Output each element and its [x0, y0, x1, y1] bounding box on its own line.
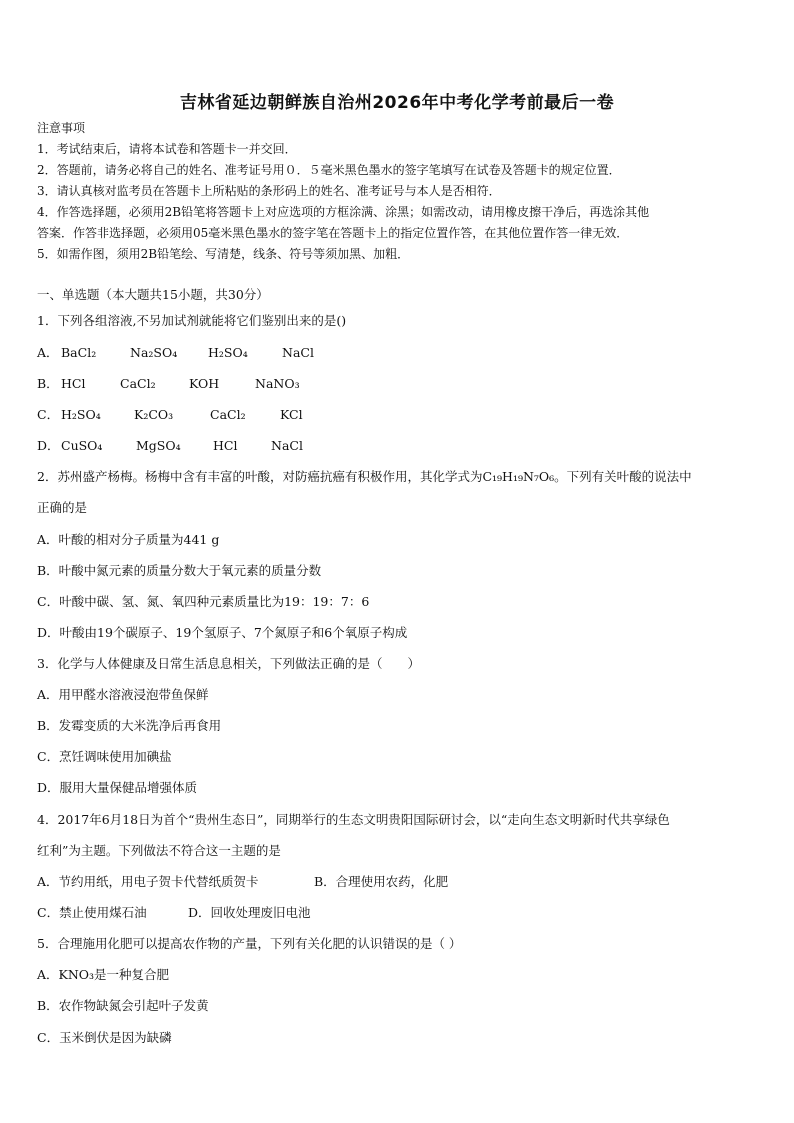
option-item: CaCl₂ [210, 407, 246, 422]
option-label: C． [37, 407, 60, 422]
question-2-stem-cont: 正确的是 [37, 500, 88, 515]
q3-option-a: A．用甲醛水溶液浸泡带鱼保鲜 [37, 687, 209, 702]
option-item: H₂SO₄ [61, 407, 101, 422]
q5-option-a: A．KNO₃是一种复合肥 [37, 967, 170, 982]
option-item: K₂CO₃ [134, 407, 174, 422]
notice-heading: 注意事项 [37, 121, 86, 135]
q1-option-d [37, 438, 303, 454]
option-item: Na₂SO₄ [130, 345, 178, 360]
notice-item: 3．请认真核对监考员在答题卡上所粘贴的条形码上的姓名、准考证号与本人是否相符． [37, 184, 501, 198]
notice-item: 答案．作答非选择题，必须用05毫米黑色墨水的签字笔在答题卡上的指定位置作答，在其他位置作答一律无效． [37, 226, 629, 240]
notice-item: 2．答题前，请务必将自己的姓名、准考证号用０．５毫米黑色墨水的签字笔填写在试卷及答题卡的规定位置． [37, 163, 621, 177]
q4-option-c: C．禁止使用煤石油 [37, 905, 147, 920]
option-item: CaCl₂ [120, 376, 156, 391]
option-item: HCl [61, 376, 86, 391]
q2-option-c: C．叶酸中碳、氢、氮、氧四种元素质量比为19：19：7：6 [37, 594, 370, 609]
question-5-stem: 5．合理施用化肥可以提高农作物的产量，下列有关化肥的认识错误的是（ ） [37, 936, 462, 951]
option-item: H₂SO₄ [208, 345, 248, 360]
option-item: MgSO₄ [136, 438, 181, 453]
notice-item: 5．如需作图，须用2B铅笔绘、写清楚，线条、符号等须加黑、加粗． [37, 247, 410, 261]
option-item: CuSO₄ [61, 438, 103, 453]
q4-option-d: D．回收处理废旧电池 [188, 905, 311, 920]
section-heading: 一、单选题（本大题共15小题，共30分） [37, 287, 269, 302]
q5-option-b: B．农作物缺氮会引起叶子发黄 [37, 998, 209, 1013]
q4-options-cd [37, 905, 311, 921]
q3-option-b: B．发霉变质的大米洗净后再食用 [37, 718, 222, 733]
q2-option-d: D．叶酸由19个碳原子、19个氢原子、7个氮原子和6个氧原子构成 [37, 625, 408, 640]
option-item: HCl [213, 438, 238, 453]
option-item: BaCl₂ [61, 345, 97, 360]
q2-option-b: B．叶酸中氮元素的质量分数大于氧元素的质量分数 [37, 563, 322, 578]
q5-option-c: C．玉米倒伏是因为缺磷 [37, 1030, 172, 1045]
question-2-stem: 2．苏州盛产杨梅。杨梅中含有丰富的叶酸，对防癌抗癌有积极作用，其化学式为C₁₉H₁₉N₇O₆。下列有关叶酸的说法中 [37, 469, 692, 484]
option-item: KCl [280, 407, 303, 422]
question-4-stem: 4．2017年6月18日为首个“贵州生态日”，同期举行的生态文明贵阳国际研讨会，以“走向生态文明新时代共享绿色 [37, 812, 670, 827]
option-label: D． [37, 438, 60, 453]
question-3-stem: 3．化学与人体健康及日常生活息息相关，下列做法正确的是（ ） [37, 656, 420, 671]
q4-option-b: B．合理使用农药，化肥 [314, 874, 449, 889]
q3-option-d: D．服用大量保健品增强体质 [37, 780, 198, 795]
q3-option-c: C．烹饪调味使用加碘盐 [37, 749, 172, 764]
notice-item: 1．考试结束后，请将本试卷和答题卡一并交回． [37, 142, 297, 156]
q1-option-a [37, 345, 314, 361]
q1-option-b [37, 376, 300, 392]
question-4-stem-cont: 红利”为主题。下列做法不符合这一主题的是 [37, 843, 281, 858]
option-item: NaCl [271, 438, 303, 453]
q2-option-a: A．叶酸的相对分子质量为441 g [37, 532, 220, 547]
page-title: 吉林省延边朝鲜族自治州2026年中考化学考前最后一卷 [179, 93, 615, 113]
q1-option-c [37, 407, 303, 423]
question-1-stem: 1．下列各组溶液,不另加试剂就能将它们鉴别出来的是() [37, 313, 347, 328]
option-item: NaCl [282, 345, 314, 360]
q4-options-ab [37, 874, 448, 890]
q4-option-a: A．节约用纸，用电子贺卡代替纸质贺卡 [37, 874, 259, 889]
notice-item: 4．作答选择题，必须用2B铅笔将答题卡上对应选项的方框涂满、涂黑；如需改动，请用橡皮擦干净后，再选涂其他 [37, 205, 650, 219]
option-label: A． [37, 345, 59, 360]
option-label: B． [37, 376, 59, 391]
option-item: KOH [189, 376, 220, 391]
option-item: NaNO₃ [255, 376, 300, 391]
